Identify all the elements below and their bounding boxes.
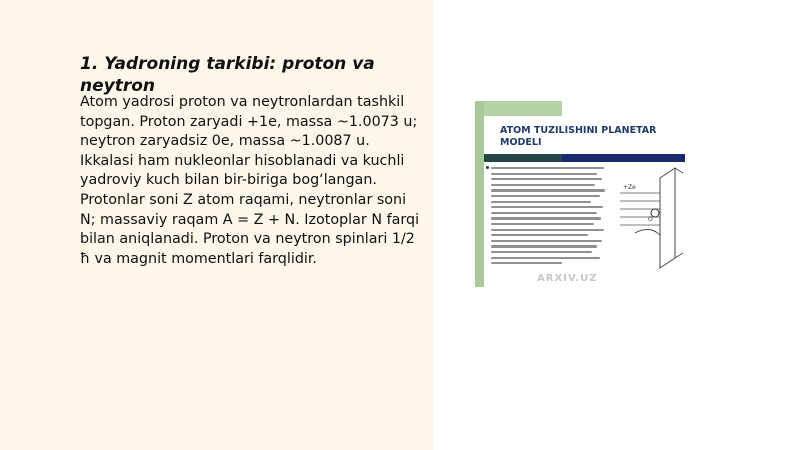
slide-body-text-blur [491, 167, 609, 268]
section-heading: 1. Yadroning tarkibi: proton va neytron [80, 54, 375, 96]
diagram-label: +Ze [623, 184, 636, 191]
slide-thumbnail-image [475, 101, 685, 287]
slide-green-strip [475, 101, 484, 287]
slide-watermark: ARXIV.UZ [537, 273, 598, 284]
slide-title-bar-accent [484, 154, 562, 162]
diagram-label-secondary: O [648, 216, 653, 223]
slide-bullet-icon [486, 166, 489, 169]
slide-title: ATOM TUZILISHINI PLANETAR MODELI [500, 125, 657, 148]
section-body-text: Atom yadrosi proton va neytronlardan tashkil topgan. Proton zaryadi +1e, massa ~1.0073 u; neytron zaryadsiz 0e, massa ~1.0087 u. Ikkalasi ham nukleonlar hisoblanadi va kuchli yadroviy kuch bilan bir-biriga bog‘langan. Protonlar soni Z atom raqami, neytronlar soni N; massaviy raqam A = Z + N. Izotoplar N farqi bilan aniqlanadi. Proton va neytron spinlari 1/2 ħ va magnit momentlari farqlidir. [80, 94, 420, 267]
planetary-model-diagram-icon [615, 163, 685, 273]
